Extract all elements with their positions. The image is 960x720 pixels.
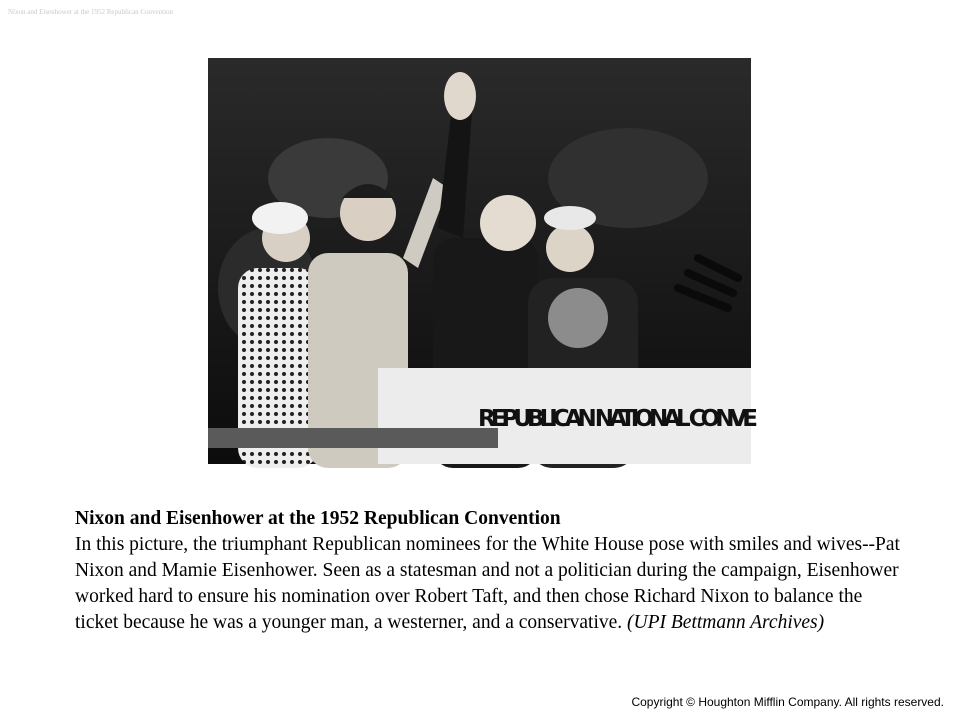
photo-illustration (208, 58, 758, 464)
podium-sign-text: REPUBLICAN NATIONAL CONVE (478, 406, 758, 432)
slide-header-text: Nixon and Eisenhower at the 1952 Republican Convention (8, 8, 174, 16)
copyright-notice: Copyright © Houghton Mifflin Company. All rights reserved. (631, 695, 944, 709)
caption-body-text: In this picture, the triumphant Republican nominees for the White House pose with smiles and wives--Pat Nixon and Mamie Eisenhower. Seen as a statesman and not a politician during the campaign, Eisenhower worked hard to ensure his nomination over Robert Taft, and then chose Richard Nixon to balance the ticket because he was a younger man, a westerner, and a conservative. (75, 534, 900, 633)
caption-title: Nixon and Eisenhower at the 1952 Republican Convention (75, 508, 561, 529)
caption-credit: (UPI Bettmann Archives) (627, 612, 825, 633)
caption-body (75, 532, 905, 636)
photo-caption (75, 506, 905, 636)
historical-photo (208, 58, 758, 464)
